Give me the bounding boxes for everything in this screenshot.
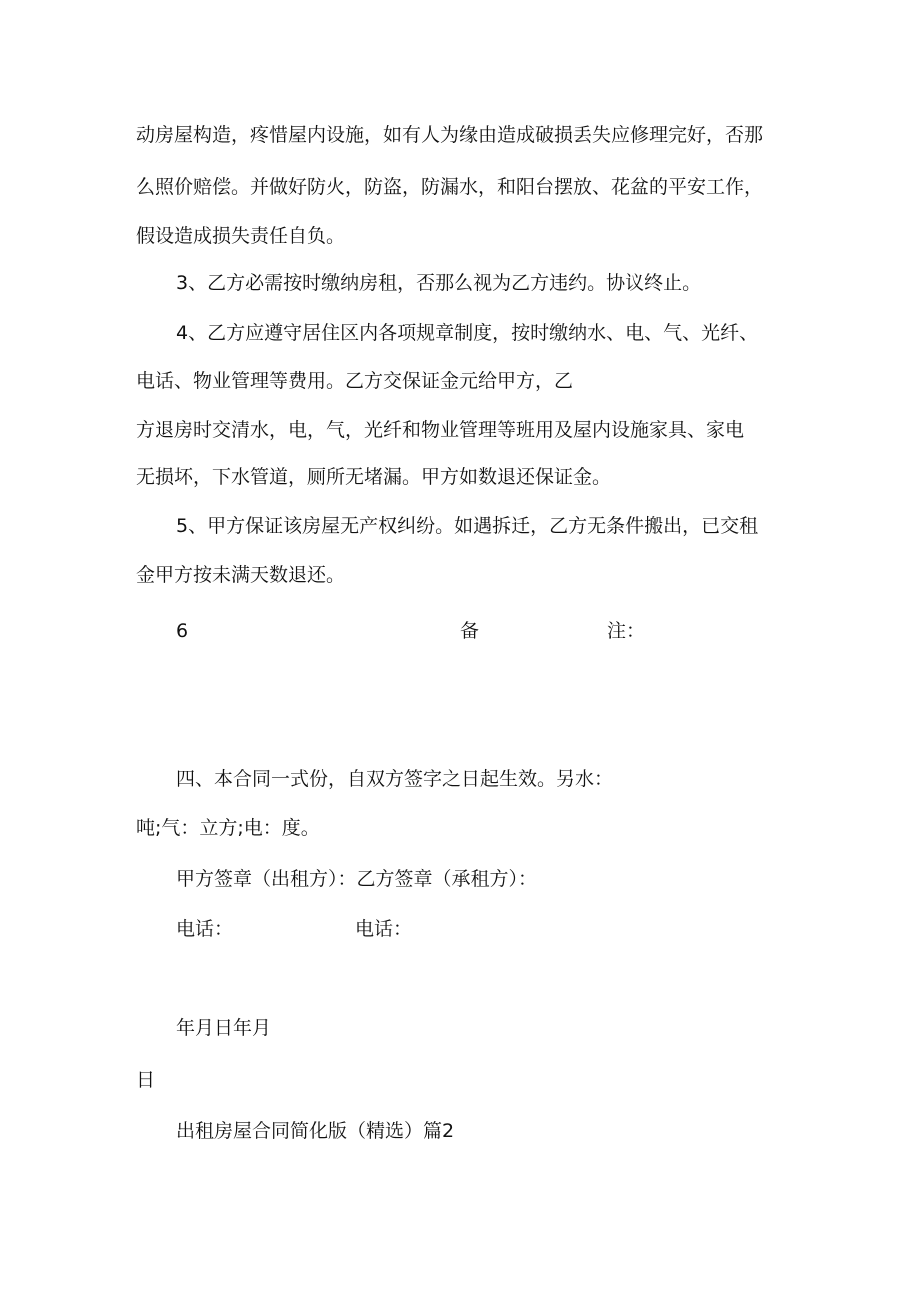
phone-label-party-b: 电话： <box>355 918 413 940</box>
date-line-continued: 日 <box>136 1069 156 1091</box>
remarks-label-part1: 备 <box>460 620 480 642</box>
body-text-line: 么照价赔偿。并做好防火，防盗，防漏水，和阳台摆放、花盆的平安工作， <box>136 176 764 198</box>
section-4-text: 四、本合同一式份，自双方签字之日起生效。另水： <box>176 768 614 790</box>
clause-3: 3、乙方必需按时缴纳房租，否那么视为乙方违约。协议终止。 <box>176 272 702 294</box>
body-text-line: 方退房时交清水，电，气，光纤和物业管理等班用及屋内设施家具、家电 <box>136 419 745 441</box>
clause-6-number: 6 <box>176 620 189 642</box>
body-text-line: 动房屋构造，疼惜屋内设施，如有人为缘由造成破损丢失应修理完好，否那 <box>136 124 764 146</box>
remarks-label-part2: 注： <box>607 620 646 642</box>
clause-4: 4、乙方应遵守居住区内各项规章制度，按时缴纳水、电、气、光纤、 <box>176 322 759 344</box>
utility-readings: 吨;气：立方;电：度。 <box>136 817 320 839</box>
date-line: 年月日年月 <box>176 1017 272 1039</box>
clause-5: 5、甲方保证该房屋无产权纠纷。如遇拆迁，乙方无条件搬出，已交租 <box>176 515 759 537</box>
body-text-line: 假设造成损失责任自负。 <box>136 225 346 247</box>
body-text-line: 金甲方按未满天数退还。 <box>136 564 346 586</box>
body-text-line: 无损坏，下水管道，厕所无堵漏。甲方如数退还保证金。 <box>136 466 612 488</box>
signature-labels: 甲方签章（出租方）：乙方签章（承租方）： <box>176 868 538 890</box>
next-section-heading: 出租房屋合同简化版（精选）篇2 <box>176 1120 455 1142</box>
body-text-line: 电话、物业管理等费用。乙方交保证金元给甲方，乙 <box>136 370 574 392</box>
phone-label-party-a: 电话： <box>176 918 234 940</box>
